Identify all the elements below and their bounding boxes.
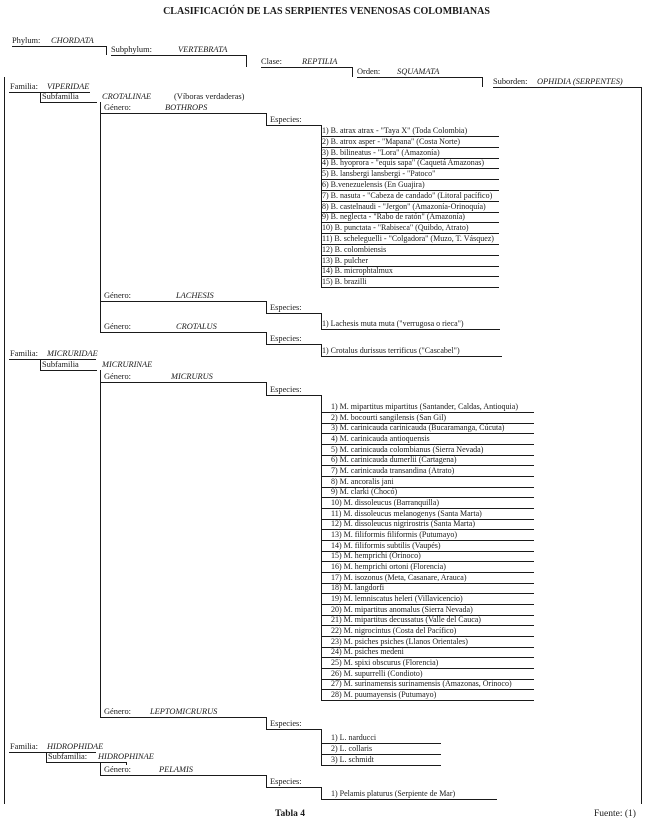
- species-item: 10) B. punctata - "Rabiseca" (Quibdo, Atrato): [322, 223, 469, 233]
- species-underline: [266, 344, 321, 345]
- species-item: 3) L. schmidt: [331, 755, 374, 764]
- species-label: Especies:: [270, 334, 302, 343]
- species-underline: [266, 125, 321, 126]
- rank-connector: [106, 46, 107, 55]
- subfamily-name: MICRURINAE: [102, 360, 153, 369]
- species-item: 19) M. lemniscatus heleri (Villavicencio): [331, 593, 463, 603]
- genus-underline: [100, 382, 266, 383]
- species-item: 2) M. bocourti sangilensis (San Gil): [331, 412, 447, 422]
- left-border: [4, 77, 5, 804]
- species-item: 22) M. nigrocintus (Costa del Pacífico): [331, 625, 457, 635]
- subfamily-label: Subfamilia: [42, 360, 79, 369]
- species-item: 21) M. mipartitus decussatus (Valle del Cauca): [331, 615, 481, 625]
- species-item: 24) M. psiches medeni: [331, 647, 404, 657]
- species-label: Especies:: [270, 115, 302, 124]
- species-label: Especies:: [270, 303, 302, 312]
- family-connector: [46, 752, 47, 762]
- family-connector: [40, 92, 41, 102]
- rank-underline: [493, 87, 641, 88]
- species-item: 13) B. pulcher: [322, 255, 368, 265]
- species-item: 9) M. clarki (Chocó): [331, 487, 398, 497]
- family-name: VIPERIDAE: [47, 82, 90, 91]
- genus-connector: [266, 301, 267, 313]
- species-trunk: [321, 729, 322, 765]
- species-item: 1) Crotalus durissus terrificus ("Cascabel"): [322, 346, 460, 355]
- species-item: 27) M. surinamensis surinamensis (Amazonas, Orinoco): [331, 679, 512, 689]
- table-caption: Tabla 4: [275, 809, 306, 819]
- species-underline: [266, 787, 321, 788]
- source-note: Fuente: (1): [594, 809, 636, 819]
- species-item: 11) M. dissoleucus melanogenys (Santa Marta): [331, 508, 482, 518]
- rank-connector: [246, 55, 247, 67]
- genus-connector: [266, 382, 267, 395]
- species-label: Especies:: [270, 719, 302, 728]
- species-item: 7) B. nasuta - "Cabeza de candado" (Litoral pacífico): [322, 190, 493, 200]
- rank-name: SQUAMATA: [397, 67, 440, 76]
- genus-name: LACHESIS: [176, 291, 214, 300]
- species-item: 2) B. atrox asper - "Mapana" (Costa Norte): [322, 136, 461, 146]
- species-item: 10) M. dissoleucus (Barranquilla): [331, 497, 439, 507]
- species-item: 26) M. supurrelli (Condioto): [331, 668, 423, 678]
- genus-label: Género:: [104, 707, 131, 716]
- species-item: 28) M. puumayensis (Putumayo): [331, 689, 437, 699]
- species-item: 1) M. mipartitus mipartitus (Santander, Caldas, Antioquia): [331, 402, 518, 411]
- species-item: 11) B. scheleguelli - "Colgadora" (Muzo, T. Vásquez): [322, 234, 494, 243]
- family-label: Familia:: [10, 82, 38, 91]
- genus-label: Género:: [104, 103, 131, 112]
- subfamily-underline: [46, 762, 126, 763]
- species-label: Especies:: [270, 777, 302, 786]
- species-item: 14) M. filiformis subtilis (Vaupés): [331, 540, 441, 550]
- genus-name: LEPTOMICRURUS: [150, 707, 218, 716]
- subfamily-label: Subfamilia: [42, 92, 79, 101]
- genus-name: PELAMIS: [159, 765, 193, 774]
- species-item: 8) M. ancoralis jani: [331, 476, 394, 486]
- genus-label: Género:: [104, 372, 131, 381]
- rank-underline: [12, 46, 106, 47]
- species-line: [321, 765, 441, 766]
- species-item: 1) B. atrax atrax - "Taya X" (Toda Colombia): [322, 126, 468, 135]
- species-line: [321, 356, 502, 357]
- genus-underline: [100, 113, 266, 114]
- rank-name: REPTILIA: [302, 57, 338, 66]
- species-underline: [266, 395, 321, 396]
- genus-underline: [100, 775, 266, 776]
- genus-label: Género:: [104, 765, 131, 774]
- species-line: [321, 329, 500, 330]
- genus-label: Género:: [104, 322, 131, 331]
- species-item: 17) M. isozonus (Meta, Casanare, Arauca): [331, 572, 467, 582]
- species-item: 6) B.venezuelensis (En Guajira): [322, 180, 425, 189]
- species-item: 5) B. lansbergi lansbergi - "Patoco": [322, 169, 436, 179]
- rank-label: Clase:: [261, 57, 282, 66]
- species-underline: [266, 729, 321, 730]
- rank-underline: [111, 55, 246, 56]
- species-item: 3) B. bilineatus - "Lora" (Amazonía): [322, 147, 440, 157]
- subfamily-name: CROTALINAE: [102, 92, 152, 101]
- subfamily-underline: [40, 102, 97, 103]
- species-item: 1) L. narducci: [331, 733, 377, 742]
- family-label: Familia:: [10, 349, 38, 358]
- species-item: 15) M. hemprichi (Orinoco): [331, 551, 421, 561]
- species-item: 1) Lachesis muta muta ("verrugosa o rieca"): [322, 319, 464, 328]
- species-item: 16) M. hemprichi ortoni (Florencia): [331, 561, 446, 571]
- species-label: Especies:: [270, 385, 302, 394]
- rank-underline: [261, 67, 352, 68]
- species-item: 18) M. langdorfi: [331, 583, 385, 593]
- rank-connector: [482, 77, 483, 87]
- genus-connector: [266, 332, 267, 344]
- genus-trunk: [100, 102, 101, 332]
- subfamily-underline: [40, 370, 97, 371]
- species-item: 6) M. carinicauda dumerlii (Cartagena): [331, 455, 457, 465]
- genus-underline: [100, 332, 266, 333]
- species-line: [321, 287, 499, 288]
- genus-connector: [266, 775, 267, 787]
- genus-name: MICRURUS: [171, 372, 213, 381]
- genus-label: Género:: [104, 291, 131, 300]
- rank-label: Orden:: [357, 67, 381, 76]
- genus-name: BOTHROPS: [165, 103, 208, 112]
- species-item: 4) B. hyoprora - "equis sapa" (Caquetá Amazonas): [322, 158, 485, 168]
- species-item: 12) B. colombiensis: [322, 244, 387, 254]
- page-title: CLASIFICACIÓN DE LAS SERPIENTES VENENOSAS COLOMBIANAS: [163, 6, 490, 17]
- species-line: [321, 700, 534, 701]
- species-item: 4) M. carinicauda antioquensis: [331, 433, 430, 443]
- species-line: [321, 799, 497, 800]
- species-underline: [266, 313, 321, 314]
- species-item: 9) B. neglecta - "Rabo de ratón" (Amazonía): [322, 212, 465, 222]
- species-item: 23) M. psiches psiches (Llanos Orientales): [331, 636, 468, 646]
- species-trunk: [321, 787, 322, 799]
- rank-name: OPHIDIA (SERPENTES): [537, 77, 623, 86]
- species-item: 20) M. mipartitus anomalus (Sierra Nevada): [331, 604, 473, 614]
- species-item: 8) B. castelnaudi - "Jergon" (Amazonía-Orinoquía): [322, 201, 486, 211]
- family-label: Familia:: [10, 742, 38, 751]
- species-item: 2) L. collaris: [331, 744, 373, 753]
- family-name: MICRURIDAE: [47, 349, 98, 358]
- subfamily-name: HIDROPHINAE: [98, 752, 154, 761]
- species-item: 1) Pelamis platurus (Serpiente de Mar): [331, 789, 456, 798]
- rank-name: VERTEBRATA: [178, 45, 228, 54]
- species-item: 13) M. filiformis filiformis (Putumayo): [331, 529, 457, 539]
- genus-trunk: [100, 370, 101, 717]
- species-item: 7) M. carinicauda transandina (Atrato): [331, 465, 455, 475]
- family-name: HIDROPHIDAE: [47, 742, 104, 751]
- genus-connector: [266, 717, 267, 729]
- genus-underline: [100, 717, 266, 718]
- species-item: 25) M. spixi obscurus (Florencia): [331, 657, 439, 667]
- genus-name: CROTALUS: [176, 322, 217, 331]
- species-item: 14) B. microphtalmux: [322, 266, 393, 276]
- genus-trunk: [100, 762, 101, 775]
- species-item: 12) M. dissoleucus nigrirostris (Santa Marta): [331, 519, 475, 529]
- subfamily-label: Subfamilia:: [48, 752, 88, 761]
- rank-underline: [357, 77, 482, 78]
- rank-label: Subphylum:: [111, 45, 152, 54]
- rank-connector: [352, 67, 353, 77]
- species-item: 15) B. brazilli: [322, 277, 367, 287]
- subfamily-note: (Víboras verdaderas): [174, 92, 245, 101]
- rank-name: CHORDATA: [51, 36, 94, 45]
- rank-label: Phylum:: [12, 36, 41, 45]
- right-border: [641, 87, 642, 804]
- species-item: 3) M. carinicauda carinicauda (Bucaramanga, Cúcuta): [331, 423, 505, 433]
- family-connector: [40, 359, 41, 370]
- genus-underline: [100, 301, 266, 302]
- species-trunk: [321, 395, 322, 700]
- rank-label: Suborden:: [493, 77, 528, 86]
- genus-connector: [266, 113, 267, 125]
- species-item: 5) M. carinicauda colombianus (Sierra Nevada): [331, 444, 484, 454]
